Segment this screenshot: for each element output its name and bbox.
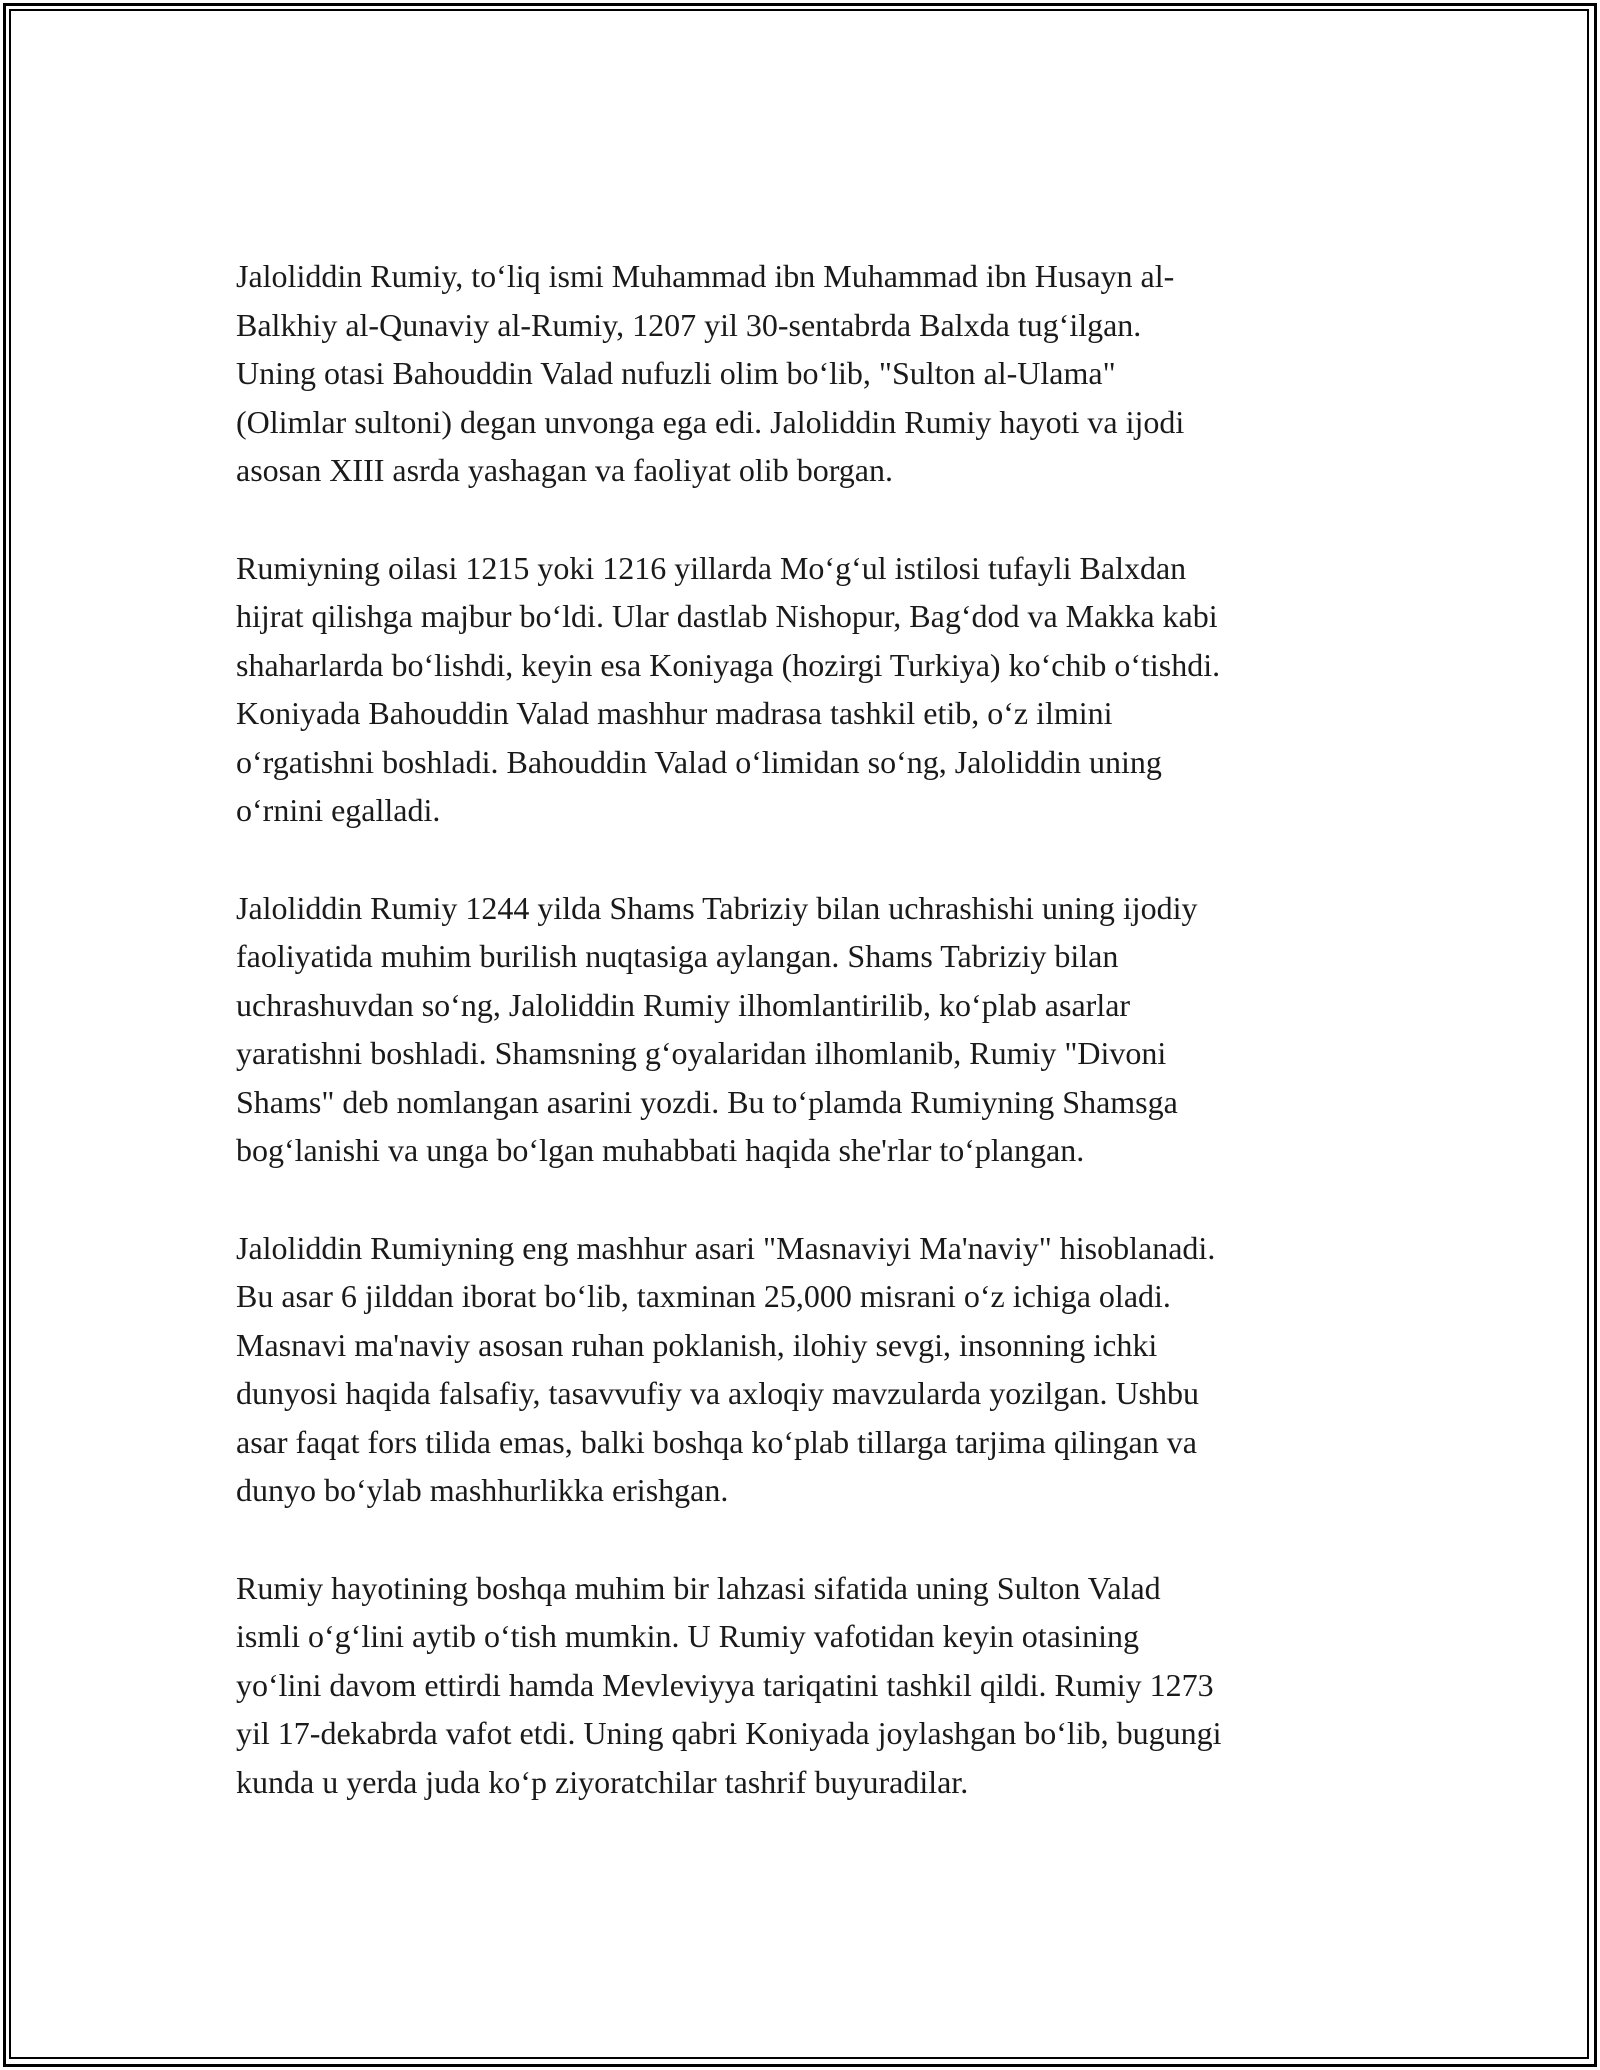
text-line: yil 17-dekabrda vafot etdi. Uning qabri Koniyada joylashgan bo‘lib, bugungi bbox=[236, 1715, 1222, 1751]
text-line: Jaloliddin Rumiy, to‘liq ismi Muhammad ibn Muhammad ibn Husayn al- bbox=[236, 258, 1175, 294]
text-line: dunyosi haqida falsafiy, tasavvufiy va axloqiy mavzularda yozilgan. Ushbu bbox=[236, 1375, 1199, 1411]
text-line: Uning otasi Bahouddin Valad nufuzli olim bo‘lib, "Sulton al-Ulama" bbox=[236, 355, 1116, 391]
text-line: Jaloliddin Rumiy 1244 yilda Shams Tabriziy bilan uchrashishi uning ijodiy bbox=[236, 889, 1198, 926]
text-line: Masnavi ma'naviy asosan ruhan poklanish, ilohiy sevgi, insonning ichki bbox=[236, 1326, 1158, 1363]
text-line: Balkhiy al-Qunaviy al-Rumiy, 1207 yil 30-sentabrda Balxda tug‘ilgan. bbox=[236, 306, 1142, 343]
document-body bbox=[236, 252, 1376, 1855]
text-line: (Olimlar sultoni) degan unvonga ega edi. Jaloliddin Rumiy hayoti va ijodi bbox=[236, 403, 1185, 440]
text-line: asosan XIII asrda yashagan va faoliyat olib borgan. bbox=[236, 452, 893, 488]
text-line: Rumiy hayotining boshqa muhim bir lahzasi sifatida uning Sulton Valad bbox=[236, 1569, 1161, 1606]
text-line: kunda u yerda juda ko‘p ziyoratchilar tashrif buyuradilar. bbox=[236, 1763, 969, 1800]
text-line: faoliyatida muhim burilish nuqtasiga aylangan. Shams Tabriziy bilan bbox=[236, 938, 1119, 974]
text-line: yaratishni boshladi. Shamsning g‘oyalaridan ilhomlanib, Rumiy "Divoni bbox=[236, 1035, 1167, 1071]
text-line: Koniyada Bahouddin Valad mashhur madrasa tashkil etib, o‘z ilmini bbox=[236, 695, 1113, 731]
text-line: Rumiyning oilasi 1215 yoki 1216 yillarda Mo‘g‘ul istilosi tufayli Balxdan bbox=[236, 549, 1187, 586]
text-line: shaharlarda bo‘lishdi, keyin esa Koniyaga (hozirgi Turkiya) ko‘chib o‘tishdi. bbox=[236, 646, 1221, 683]
text-line: bog‘lanishi va unga bo‘lgan muhabbati haqida she'rlar to‘plangan. bbox=[236, 1132, 1085, 1168]
paragraph-5 bbox=[236, 1564, 1376, 1807]
text-line: Jaloliddin Rumiyning eng mashhur asari "Masnaviyi Ma'naviy" hisoblanadi. bbox=[236, 1229, 1216, 1266]
text-line: hijrat qilishga majbur bo‘ldi. Ular dastlab Nishopur, Bag‘dod va Makka kabi bbox=[236, 598, 1218, 634]
text-line: o‘rgatishni boshladi. Bahouddin Valad o‘limidan so‘ng, Jaloliddin uning bbox=[236, 743, 1162, 780]
text-line: uchrashuvdan so‘ng, Jaloliddin Rumiy ilhomlantirilib, ko‘plab asarlar bbox=[236, 986, 1131, 1023]
text-line: dunyo bo‘ylab mashhurlikka erishgan. bbox=[236, 1472, 729, 1508]
text-line: Shams" deb nomlangan asarini yozdi. Bu to‘plamda Rumiyning Shamsga bbox=[236, 1083, 1178, 1120]
text-line: yo‘lini davom ettirdi hamda Mevleviyya tariqatini tashkil qildi. Rumiy 1273 bbox=[236, 1666, 1214, 1703]
paragraph-2 bbox=[236, 544, 1376, 835]
text-line: Bu asar 6 jilddan iborat bo‘lib, taxminan 25,000 misrani o‘z ichiga oladi. bbox=[236, 1278, 1171, 1314]
text-line: asar faqat fors tilida emas, balki boshqa ko‘plab tillarga tarjima qilingan va bbox=[236, 1423, 1197, 1460]
paragraph-1 bbox=[236, 252, 1376, 495]
paragraph-4 bbox=[236, 1224, 1376, 1515]
text-line: ismli o‘g‘lini aytib o‘tish mumkin. U Rumiy vafotidan keyin otasining bbox=[236, 1618, 1140, 1654]
text-line: o‘rnini egalladi. bbox=[236, 792, 441, 828]
paragraph-3 bbox=[236, 884, 1376, 1175]
